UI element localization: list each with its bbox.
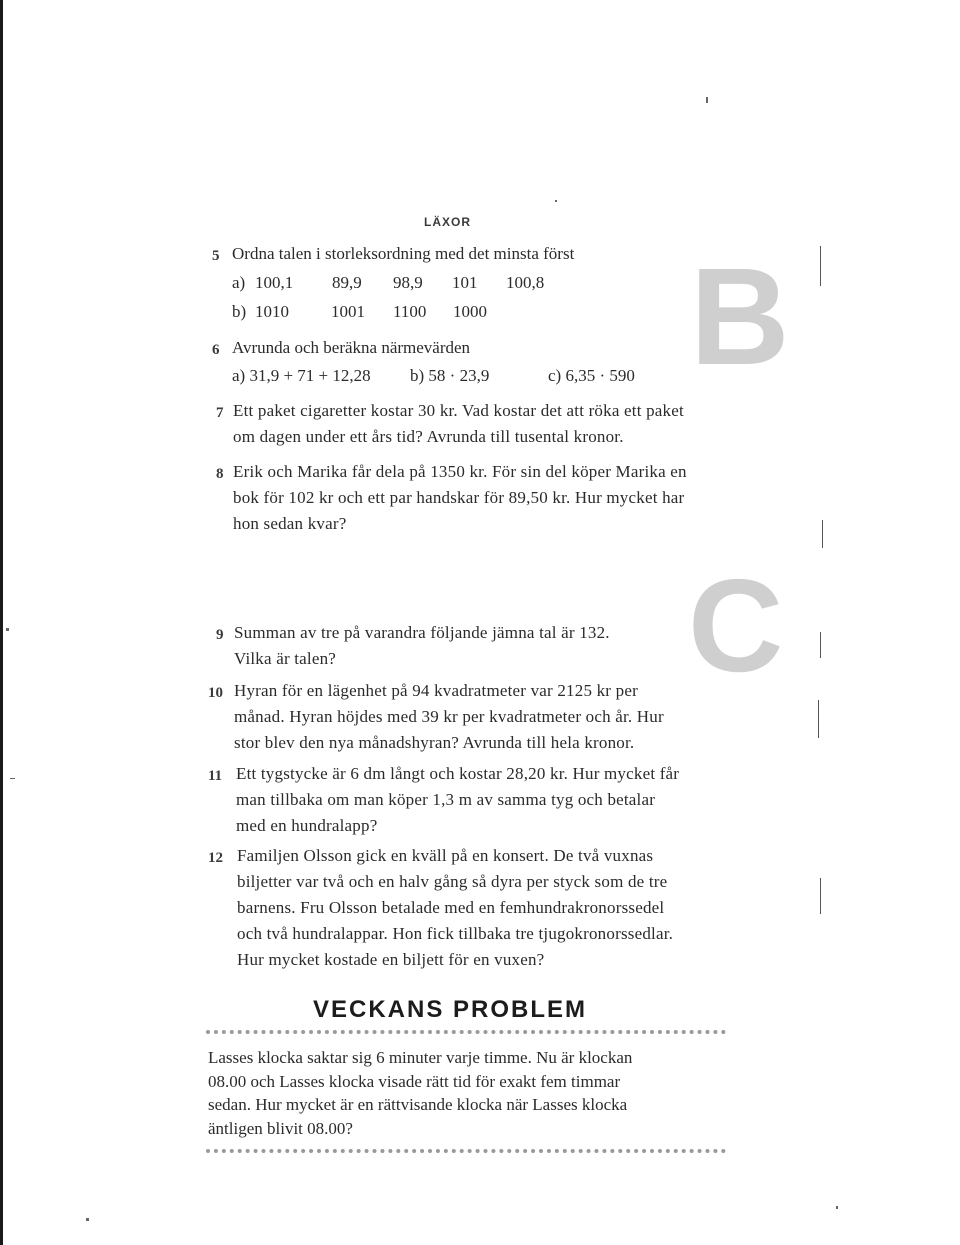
text-line: biljetter var två och en halv gång så dyra per styck som de tre [237, 872, 668, 891]
text-line: man tillbaka om man köper 1,3 m av samma tyg och betalar [236, 790, 656, 809]
problem-text [237, 843, 737, 973]
value: 1001 [331, 302, 365, 321]
problem-number: 8 [216, 466, 224, 482]
problem-text [234, 678, 714, 756]
text-line: Lasses klocka saktar sig 6 minuter varje timme. Nu är klockan [208, 1048, 633, 1067]
scan-speck [706, 97, 708, 103]
problem-text: Ordna talen i storleksordning med det minsta först [232, 244, 575, 263]
text-line: Summan av tre på varandra följande jämna tal är 132. [234, 623, 610, 642]
subtask-a: a) 31,9 + 71 + 12,28 [232, 366, 371, 385]
veckans-problem-title: VECKANS PROBLEM [313, 996, 588, 1023]
text-line: bok för 102 kr och ett par handskar för 89,50 kr. Hur mycket har [233, 488, 685, 507]
scan-speck [86, 1218, 89, 1221]
text-line: Hyran för en lägenhet på 94 kvadratmeter var 2125 kr per [234, 681, 638, 700]
value: 1010 [255, 302, 289, 321]
problem-number: 12 [208, 850, 223, 866]
problem-number: 7 [216, 405, 224, 421]
problem-number: 5 [212, 248, 220, 264]
subtask-label: b) [232, 302, 247, 321]
text-line: Hur mycket kostade en biljett för en vuxen? [237, 950, 545, 969]
level-letter-b: B [690, 240, 790, 394]
subtask-c: c) 6,35 · 590 [548, 366, 635, 385]
scan-speck [6, 628, 9, 631]
veckans-problem-text [208, 1046, 698, 1140]
problem-text: Avrunda och beräkna närmevärden [232, 338, 471, 357]
value: 101 [452, 273, 478, 292]
scan-speck [555, 200, 557, 202]
text-line: Erik och Marika får dela på 1350 kr. För sin del köper Marika en [233, 462, 687, 481]
problem-number: 9 [216, 627, 224, 643]
text-line: äntligen blivit 08.00? [208, 1118, 353, 1138]
scan-speck [10, 778, 15, 779]
subtask-b: b) 58 · 23,9 [410, 366, 490, 385]
problem-text [233, 398, 793, 450]
problem-text [233, 459, 793, 537]
margin-line [820, 632, 821, 658]
margin-line [822, 520, 823, 548]
text-line: och två hundralappar. Hon fick tillbaka tre tjugokronorssedlar. [237, 924, 674, 943]
text-line: hon sedan kvar? [233, 514, 347, 533]
text-line: sedan. Hur mycket är en rättvisande klocka när Lasses klocka [208, 1095, 628, 1114]
problem-text [234, 620, 694, 672]
text-line: om dagen under ett års tid? Avrunda till tusental kronor. [233, 427, 624, 446]
problem-number: 11 [208, 768, 223, 784]
level-letter-c: C [688, 552, 784, 699]
text-line: med en hundralapp? [236, 816, 378, 835]
margin-line [820, 246, 821, 286]
problem-number: 6 [212, 342, 220, 358]
problem-text [236, 761, 736, 839]
subtask-label: a) [232, 273, 246, 292]
value: 1100 [393, 302, 427, 321]
text-line: Vilka är talen? [234, 649, 337, 668]
value: 1000 [453, 302, 487, 321]
text-line: stor blev den nya månadshyran? Avrunda till hela kronor. [234, 733, 635, 752]
text-line: Familjen Olsson gick en kväll på en konsert. De två vuxnas [237, 846, 654, 865]
dotted-divider-bottom [206, 1149, 726, 1153]
scan-left-edge [0, 0, 3, 1245]
margin-line [818, 700, 819, 738]
dotted-divider-top [206, 1030, 726, 1034]
value: 100,1 [255, 273, 294, 292]
value: 89,9 [332, 273, 362, 292]
text-line: barnens. Fru Olsson betalade med en femhundrakronorssedel [237, 898, 665, 917]
scan-speck [836, 1206, 838, 1209]
value: 98,9 [393, 273, 423, 292]
value: 100,8 [506, 273, 545, 292]
margin-line [820, 878, 821, 914]
section-header: LÄXOR [424, 215, 471, 229]
text-line: 08.00 och Lasses klocka visade rätt tid för exakt fem timmar [208, 1071, 621, 1091]
text-line: Ett tygstycke är 6 dm långt och kostar 28,20 kr. Hur mycket får [236, 764, 680, 783]
problem-number: 10 [208, 685, 223, 701]
text-line: Ett paket cigaretter kostar 30 kr. Vad kostar det att röka ett paket [233, 401, 684, 420]
text-line: månad. Hyran höjdes med 39 kr per kvadratmeter och år. Hur [234, 707, 664, 726]
